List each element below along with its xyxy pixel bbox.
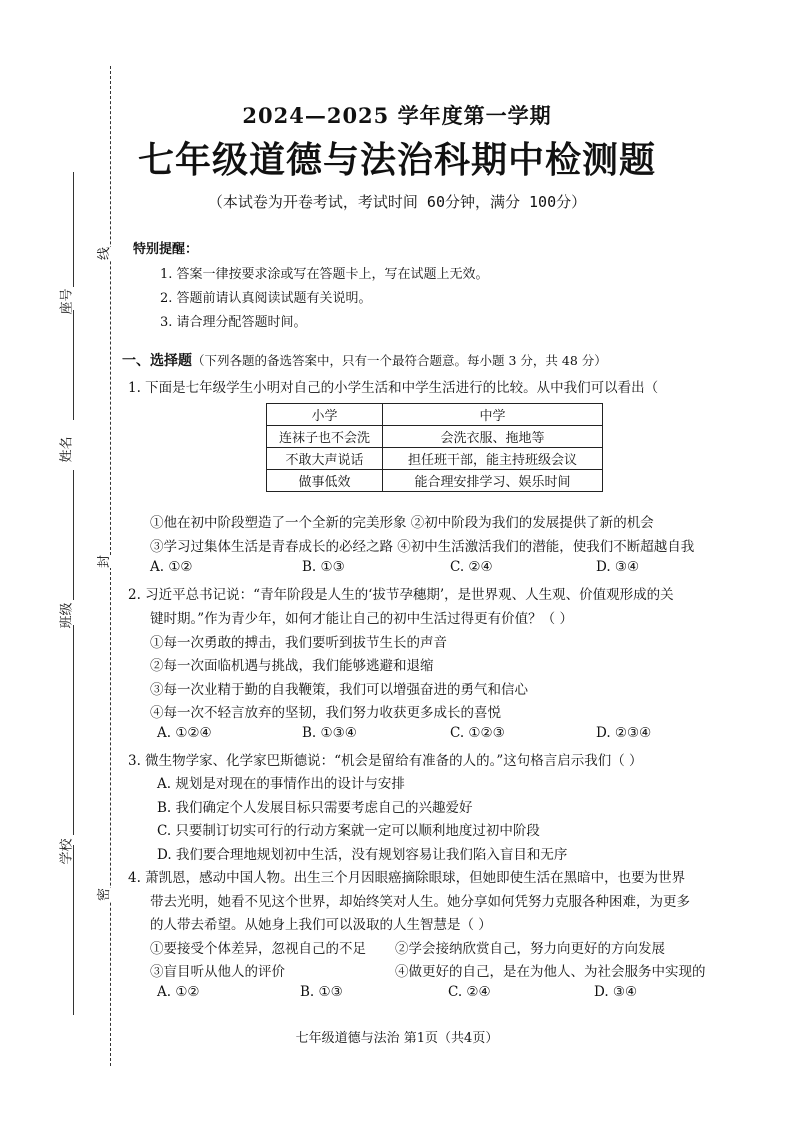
table-cell: 能合理安排学习、娱乐时间 (383, 470, 603, 492)
field-school-label: 学校 (59, 838, 75, 865)
question-4-choice: A. ①② (157, 984, 200, 1000)
question-4-item: ③盲目听从他人的评价 (150, 964, 285, 980)
mark-line: 线 (93, 247, 112, 260)
table-cell: 不敢大声说话 (267, 448, 383, 470)
tip-item: 2. 答题前请认真阅读试题有关说明。 (160, 291, 372, 306)
question-1-item: ③学习过集体生活是青春成长的必经之路 ④初中生活激活我们的潜能，使我们不断超越自我 (150, 539, 695, 555)
comparison-table (266, 403, 603, 492)
question-4-choice: D. ③④ (594, 984, 638, 1000)
mark-seal: 封 (93, 555, 112, 568)
question-3-option: A. 规划是对现在的事情作出的设计与安排 (157, 776, 405, 792)
table-cell: 做事低效 (267, 470, 383, 492)
field-class-underline (73, 625, 74, 835)
question-4-stem-cont: 带去光明，她看不见这个世界，却始终笑对人生。她分享如何凭努力克服各种困难，为更多 (150, 894, 690, 910)
question-2-item: ②每一次面临机遇与挑战，我们能够逃避和退缩 (150, 658, 434, 674)
table-row (267, 470, 603, 492)
section-heading (122, 350, 607, 370)
question-1-choice: B. ①③ (302, 559, 345, 575)
page-footer: 七年级道德与法治 第1页（共4页） (295, 1031, 499, 1046)
table-row (267, 426, 603, 448)
question-2-choice: C. ①②③ (450, 725, 505, 741)
table-cell: 会洗衣服、拖地等 (383, 426, 603, 448)
question-1-item: ①他在初中阶段塑造了一个全新的完美形象 ②初中阶段为我们的发展提供了新的机会 (150, 515, 654, 531)
exam-title: 七年级道德与法治科期中检测题 (137, 139, 656, 181)
field-school-underline (73, 845, 74, 1015)
question-2-choice: B. ①③④ (302, 725, 357, 741)
question-1-choice: A. ①② (150, 559, 193, 575)
mark-dense: 密 (93, 888, 112, 901)
question-4-choice: C. ②④ (448, 984, 491, 1000)
table-header-row (267, 404, 603, 426)
question-4-choice: B. ①③ (300, 984, 343, 1000)
question-1-choice: C. ②④ (450, 559, 493, 575)
field-name-underline (73, 310, 74, 420)
question-4-item: ①要接受个体差异，忽视自己的不足 (150, 941, 366, 957)
table-cell: 担任班干部，能主持班级会议 (383, 448, 603, 470)
table-header-cell: 中学 (383, 404, 603, 426)
question-3-option: C. 只要制订切实可行的行动方案就一定可以顺利地度过初中阶段 (157, 823, 540, 839)
question-2-item: ①每一次勇敢的搏击，我们要听到拔节生长的声音 (150, 635, 447, 651)
field-name-label: 姓名 (59, 436, 75, 463)
question-4-item: ④做更好的自己，是在为他人、为社会服务中实现的 (395, 964, 706, 980)
field-class-label: 班级 (59, 602, 75, 629)
table-header-cell: 小学 (267, 404, 383, 426)
field-name-underline-2 (73, 470, 74, 600)
section-title: 一、选择题 (122, 353, 192, 369)
table-cell: 连袜子也不会洗 (267, 426, 383, 448)
field-seat-underline (73, 172, 74, 287)
question-2-stem-cont: 键时期。”作为青少年，如何才能让自己的初中生活过得更有价值？（ ） (150, 611, 573, 627)
tip-item: 1. 答案一律按要求涂或写在答题卡上，写在试题上无效。 (160, 267, 489, 282)
question-4-item: ②学会接纳欣赏自己，努力向更好的方向发展 (395, 941, 665, 957)
question-1-stem: 1. 下面是七年级学生小明对自己的小学生活和中学生活进行的比较。从中我们可以看出（ (128, 380, 659, 396)
question-3-option: D. 我们要合理地规划初中生活，没有规划容易让我们陷入盲目和无序 (157, 847, 568, 863)
question-2-choice: A. ①②④ (157, 725, 212, 741)
question-4-stem: 4. 萧凯恩，感动中国人物。出生三个月因眼癌摘除眼球，但她即使生活在黑暗中，也要为世界 (128, 870, 686, 886)
question-1-choice: D. ③④ (596, 559, 640, 575)
exam-subtitle: （本试卷为开卷考试，考试时间 60分钟，满分 100分） (207, 193, 587, 211)
question-2-stem: 2. 习近平总书记说：“青年阶段是人生的‘拔节孕穗期’，是世界观、人生观、价值观形成的关 (128, 587, 674, 603)
table-row (267, 448, 603, 470)
question-2-item: ④每一次不轻言放弃的坚韧，我们努力收获更多成长的喜悦 (150, 705, 501, 721)
tip-item: 3. 请合理分配答题时间。 (160, 315, 307, 330)
question-4-stem-cont: 的人带去希望。从她身上我们可以汲取的人生智慧是（ ） (150, 917, 492, 933)
exam-year: 2024—2025 学年度第一学期 (242, 103, 552, 128)
question-2-item: ③每一次业精于勤的自我鞭策，我们可以增强奋进的勇气和信心 (150, 682, 528, 698)
tips-title: 特别提醒： (133, 242, 199, 257)
field-seat-label: 座号 (59, 288, 75, 315)
question-2-choice: D. ②③④ (596, 725, 652, 741)
question-3-option: B. 我们确定个人发展目标只需要考虑自己的兴趣爱好 (157, 800, 473, 816)
question-3-stem: 3. 微生物学家、化学家巴斯德说：“机会是留给有准备的人的。”这句格言启示我们（ ） (128, 753, 643, 769)
section-note: （下列各题的备选答案中，只有一个最符合题意。每小题 3 分，共 48 分） (192, 353, 607, 368)
